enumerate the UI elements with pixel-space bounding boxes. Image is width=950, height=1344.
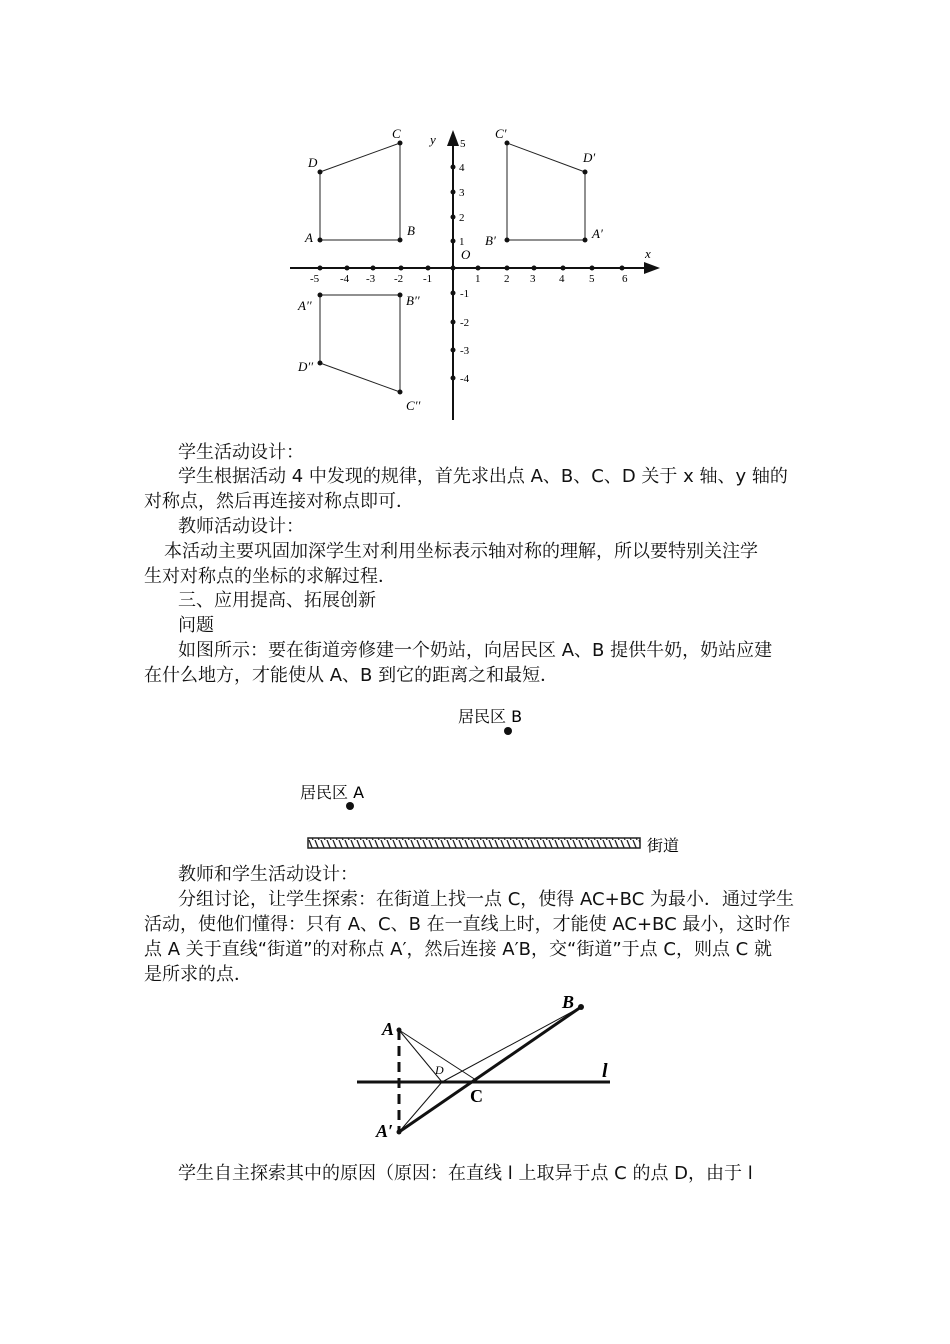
label-a-double-prime: A′′ [298,298,312,313]
x-tick-label: 3 [530,273,536,285]
tick-dot [451,215,456,220]
y-axis-label: y [430,132,436,147]
x-tick-label: 5 [589,273,595,285]
street-label: 街道 [647,836,680,855]
joint-design-line3: 点 A 关于直线“街道”的对称点 A′，然后连接 A′B，交“街道”于点 C，则点 C 就 [144,939,772,960]
student-design-title: 学生活动设计： [178,442,304,463]
tick-dot [426,266,431,271]
y-tick-label: 5 [460,138,466,150]
label-b: B [562,992,575,1012]
point-b [578,1004,584,1010]
label-c: C [392,126,401,141]
tick-dot [371,266,376,271]
y-tick-label: 3 [459,187,465,199]
label-a-prime: A′ [592,226,603,241]
label-d-double-prime: D′′ [298,359,314,374]
label-b-prime: B′ [485,233,496,248]
joint-design-line2: 活动，使他们懂得：只有 A、C、B 在一直线上时，才能使 AC+BC 最小，这时作 [144,914,791,935]
quad-x-reflection [320,295,400,392]
label-c-prime: C′ [495,126,507,141]
tick-dot [532,266,537,271]
y-tick-label: -1 [460,288,470,300]
label-d: D [308,155,318,170]
x-tick-label: -3 [366,273,376,285]
tick-dot [451,320,456,325]
label-a: A [305,230,313,245]
section-3-heading: 三、应用提高、拓展创新 [178,590,376,611]
x-tick-label: 1 [475,273,481,285]
x-axis-arrow [644,262,660,274]
street-figure [290,700,700,860]
label-d: D [435,1063,444,1077]
tick-dot [451,266,456,271]
origin-label: O [461,247,471,262]
quad-y-reflection [507,143,585,240]
label-l: l [602,1060,608,1082]
tick-dot [451,291,456,296]
residence-a-label: 居民区 A [300,783,365,802]
label-c-double-prime: C′′ [406,398,421,413]
quad-abcd [320,143,400,240]
label-a: A [382,1019,395,1039]
student-design-line1: 学生根据活动 4 中发现的规律，首先求出点 A、B、C、D 关于 x 轴、y 轴的 [178,466,788,487]
tick-dot [451,190,456,195]
point-c-prime [505,141,510,146]
x-axis-label: x [645,246,651,261]
tick-dot [345,266,350,271]
label-b: B [407,223,415,238]
residence-b-dot [504,727,512,735]
joint-design-line1: 分组讨论，让学生探索：在街道上找一点 C，使得 AC+BC 为最小．通过学生 [178,889,794,910]
label-d-prime: D′ [583,150,596,165]
x-tick-label: 2 [504,273,510,285]
student-design-line2: 对称点，然后再连接对称点即可． [144,491,414,512]
tick-dot [561,266,566,271]
label-b-double-prime: B′′ [406,293,420,308]
problem-line2: 在什么地方，才能使从 A、B 到它的距离之和最短． [144,665,559,686]
tick-dot [505,266,510,271]
point-b [398,238,403,243]
y-tick-label: 1 [459,236,465,248]
segment-a-prime-b [399,1007,581,1132]
joint-design-title: 教师和学生活动设计： [178,864,358,885]
coordinate-figure [280,120,670,425]
reason-line: 学生自主探索其中的原因（原因：在直线 l 上取异于点 C 的点 D，由于 l [178,1163,753,1184]
point-d-prime [583,170,588,175]
x-tick-label: -5 [310,273,320,285]
joint-design-line4: 是所求的点． [144,964,252,985]
point-a [397,1028,402,1033]
problem-line1: 如图所示：要在街道旁修建一个奶站，向居民区 A、B 提供牛奶，奶站应建 [178,640,773,661]
tick-dot [318,266,323,271]
y-tick-label: -3 [460,345,470,357]
point-a [318,238,323,243]
residence-b-label: 居民区 B [458,707,523,726]
tick-dot [620,266,625,271]
segment-d-b [442,1007,581,1082]
tick-dot [451,348,456,353]
residence-a-dot [346,802,354,810]
label-c: C [470,1086,483,1106]
tick-dot [451,239,456,244]
y-tick-label: 2 [459,212,465,224]
y-tick-label: -2 [460,317,470,329]
point-a-prime [397,1130,402,1135]
point-b-prime [505,238,510,243]
point-a-prime [583,238,588,243]
point-a-double-prime [318,293,323,298]
y-tick-label: 4 [459,162,465,174]
street-bar [308,838,640,848]
point-c [398,141,403,146]
point-c-double-prime [398,390,403,395]
tick-dot [451,141,456,146]
x-tick-label: 4 [559,273,565,285]
teacher-design-line1: 本活动主要巩固加深学生对利用坐标表示轴对称的理解，所以要特别关注学 [164,541,758,562]
x-tick-label: -2 [394,273,404,285]
teacher-design-line2: 生对对称点的坐标的求解过程． [144,566,396,587]
x-tick-label: -4 [340,273,350,285]
point-d [318,170,323,175]
point-b-double-prime [398,293,403,298]
reflection-figure [352,990,622,1145]
tick-dot [399,266,404,271]
x-tick-label: -1 [423,273,433,285]
y-tick-label: -4 [460,373,470,385]
tick-dot [451,165,456,170]
tick-dot [590,266,595,271]
label-a-prime: A′ [376,1121,394,1141]
tick-dot [476,266,481,271]
tick-dot [451,376,456,381]
teacher-design-title: 教师活动设计： [178,516,304,537]
x-tick-label: 6 [622,273,628,285]
point-d-double-prime [318,361,323,366]
problem-title: 问题 [178,615,214,636]
